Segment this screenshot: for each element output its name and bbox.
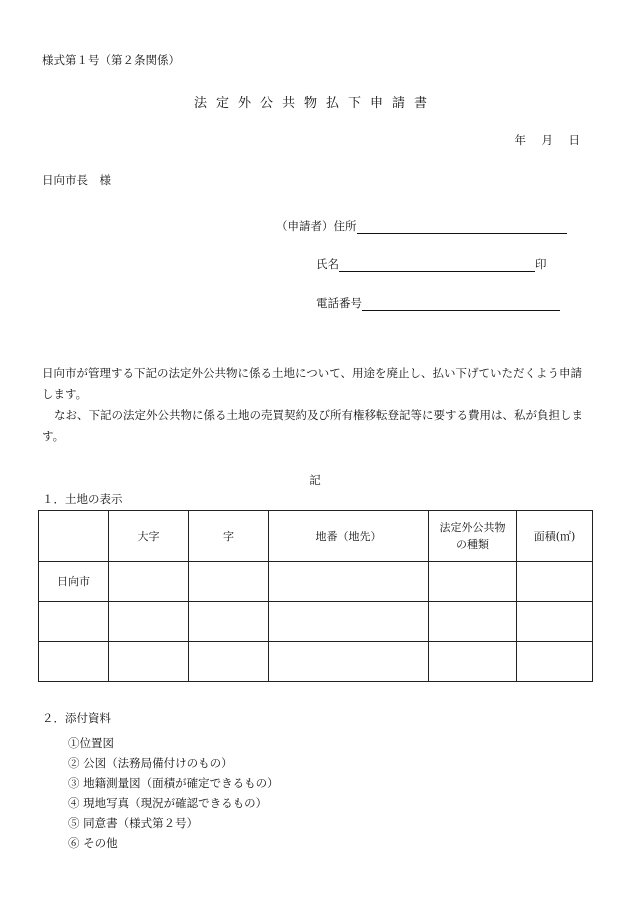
table-cell[interactable] xyxy=(189,642,269,682)
table-header-cell: 字 xyxy=(189,511,269,562)
table-cell[interactable] xyxy=(39,602,109,642)
ki-heading: 記 xyxy=(309,473,321,487)
table-cell[interactable] xyxy=(109,602,189,642)
applicant-address-row xyxy=(276,218,567,234)
form-number: 様式第１号（第２条関係） xyxy=(42,53,180,67)
table-cell[interactable] xyxy=(429,602,517,642)
list-item: ③ 地籍測量図（面積が確定できるもの） xyxy=(68,776,279,790)
list-item: ①位置図 xyxy=(68,736,114,750)
seal-mark: 印 xyxy=(535,257,547,271)
table-cell[interactable] xyxy=(269,642,429,682)
applicant-phone-row xyxy=(316,295,560,311)
table-row xyxy=(39,562,593,602)
table-header-cell: 地番（地先） xyxy=(269,511,429,562)
phone-field[interactable] xyxy=(362,297,560,311)
list-item: ② 公図（法務局備付けのもの） xyxy=(68,756,233,770)
table-cell[interactable] xyxy=(517,602,593,642)
table-header-cell: 法定外公共物の種類 xyxy=(429,511,517,562)
document-title: 法定外公共物払下申請書 xyxy=(193,96,436,111)
table-cell[interactable] xyxy=(189,602,269,642)
land-table xyxy=(38,510,593,682)
address-field[interactable] xyxy=(357,220,567,234)
table-cell[interactable] xyxy=(429,642,517,682)
table-header-cell: 面積(㎡) xyxy=(517,511,593,562)
table-row xyxy=(39,642,593,682)
table-header-cell xyxy=(39,511,109,562)
name-label: 氏名 xyxy=(316,257,339,271)
table-cell[interactable] xyxy=(517,642,593,682)
table-cell[interactable] xyxy=(189,562,269,602)
list-item: ④ 現地写真（現況が確認できるもの） xyxy=(68,796,268,810)
table-row xyxy=(39,602,593,642)
section-1-heading: １．土地の表示 xyxy=(42,492,123,506)
attachment-list xyxy=(68,733,279,853)
list-item: ⑥ その他 xyxy=(68,836,118,850)
applicant-address-label: （申請者）住所 xyxy=(276,219,357,233)
body-paragraph-1: 日向市が管理する下記の法定外公共物に係る土地について、用途を廃止し、払い下げていただくよう申請します。 xyxy=(42,366,583,401)
table-header-cell: 大字 xyxy=(109,511,189,562)
table-cell[interactable] xyxy=(269,562,429,602)
name-field[interactable] xyxy=(339,258,535,272)
date-line: 年 月 日 xyxy=(514,133,582,147)
table-cell[interactable] xyxy=(109,562,189,602)
table-cell[interactable] xyxy=(517,562,593,602)
phone-label: 電話番号 xyxy=(316,296,362,310)
table-cell[interactable] xyxy=(269,602,429,642)
table-cell[interactable] xyxy=(109,642,189,682)
table-cell: 日向市 xyxy=(39,562,109,602)
body-paragraph-2: なお、下記の法定外公共物に係る土地の売買契約及び所有権移転登記等に要する費用は、私が負担します。 xyxy=(42,408,583,443)
table-cell[interactable] xyxy=(39,642,109,682)
applicant-name-row xyxy=(316,256,547,272)
list-item: ⑤ 同意書（様式第２号） xyxy=(68,816,199,830)
table-cell[interactable] xyxy=(429,562,517,602)
table-header-row xyxy=(39,511,593,562)
section-2-heading: ２．添付資料 xyxy=(42,711,111,725)
addressee: 日向市長 様 xyxy=(42,173,111,187)
